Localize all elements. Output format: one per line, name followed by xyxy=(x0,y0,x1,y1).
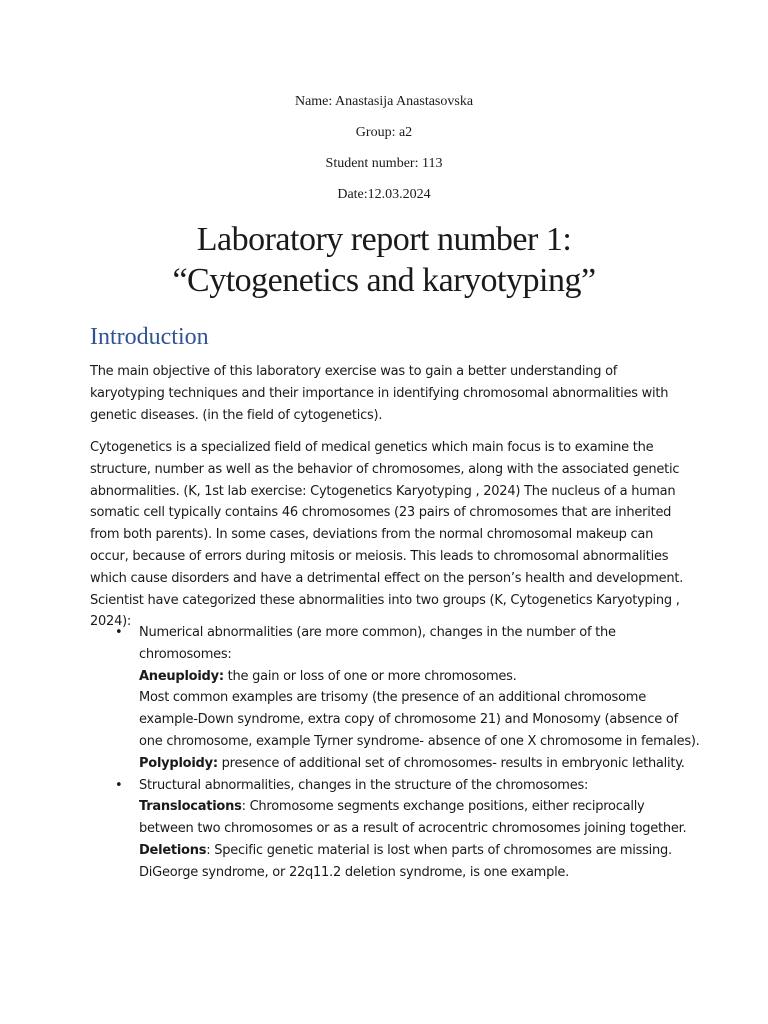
bullet-item-structural xyxy=(90,775,700,884)
polyploidy-definition xyxy=(139,753,700,775)
bullet-icon: • xyxy=(115,777,123,793)
aneuploidy-definition xyxy=(139,666,700,688)
report-date: Date:12.03.2024 xyxy=(337,187,431,202)
intro-paragraph-2: Cytogenetics is a specialized field of medical genetics which main focus is to examine the structure, number as well as the behavior of chromosomes, along with the associated genetic abnormalities. (K, 1st lab exercise: Cytogenetics Karyotyping , 2024) The nucleus of a human somatic cell typically contains 46 chromosomes (23 pairs of chromosomes that are inherited from both parents). In some cases, deviations from the normal chromosomal makeup can occur, because of errors during mitosis or meiosis. This leads to chromosomal abnormalities which cause disorders and have a detrimental effect on the person’s health and development. Scientist have categorized these abnormalities into two groups (K, Cytogenetics Karyotyping , 2024): xyxy=(90,440,684,630)
deletions-text: : Specific genetic material is lost when parts of chromosomes are missing. DiGeorge syndrome, or 22q11.2 deletion syndrome, is one example. xyxy=(139,842,672,880)
deletions-term: Deletions xyxy=(139,842,207,858)
abnormalities-bullet-list xyxy=(90,622,700,884)
translocations-definition xyxy=(139,796,700,840)
aneuploidy-examples: Most common examples are trisomy (the presence of an additional chromosome example-Down syndrome, extra copy of chromosome 21) and Monosomy (absence of one chromosome, example Tyrner syndrome- absence of one X chromosome in females). xyxy=(139,690,700,749)
polyploidy-text: presence of additional set of chromosomes- results in embryonic lethality. xyxy=(217,755,685,771)
report-title-line-2: “Cytogenetics and karyotyping” xyxy=(172,262,596,299)
student-group: Group: a2 xyxy=(355,125,413,140)
numerical-intro: Numerical abnormalities (are more common), changes in the number of the chromosomes: xyxy=(139,625,616,662)
translocations-text: : Chromosome segments exchange positions, either reciprocally between two chromosomes or as a result of acrocentric chromosomes joining together. xyxy=(139,799,687,837)
student-name: Name: Anastasija Anastasovska xyxy=(294,94,474,109)
report-title xyxy=(0,219,768,301)
polyploidy-term: Polyploidy: xyxy=(139,755,218,771)
translocations-term: Translocations xyxy=(139,799,242,815)
intro-paragraph-1: The main objective of this laboratory exercise was to gain a better understanding of karyotyping techniques and their importance in identifying chromosomal abnormalities with genetic diseases. (in the field of cytogenetics). xyxy=(90,364,669,423)
aneuploidy-text: the gain or loss of one or more chromosomes. xyxy=(223,668,517,684)
bullet-item-numerical xyxy=(90,622,700,775)
deletions-definition xyxy=(139,840,700,884)
section-heading-introduction: Introduction xyxy=(90,324,209,350)
student-number: Student number: 113 xyxy=(325,156,443,171)
aneuploidy-term: Aneuploidy: xyxy=(139,668,224,684)
report-title-line-1: Laboratory report number 1: xyxy=(196,221,572,258)
bullet-icon: • xyxy=(115,625,123,640)
structural-intro: Structural abnormalities, changes in the structure of the chromosomes: xyxy=(139,777,589,793)
